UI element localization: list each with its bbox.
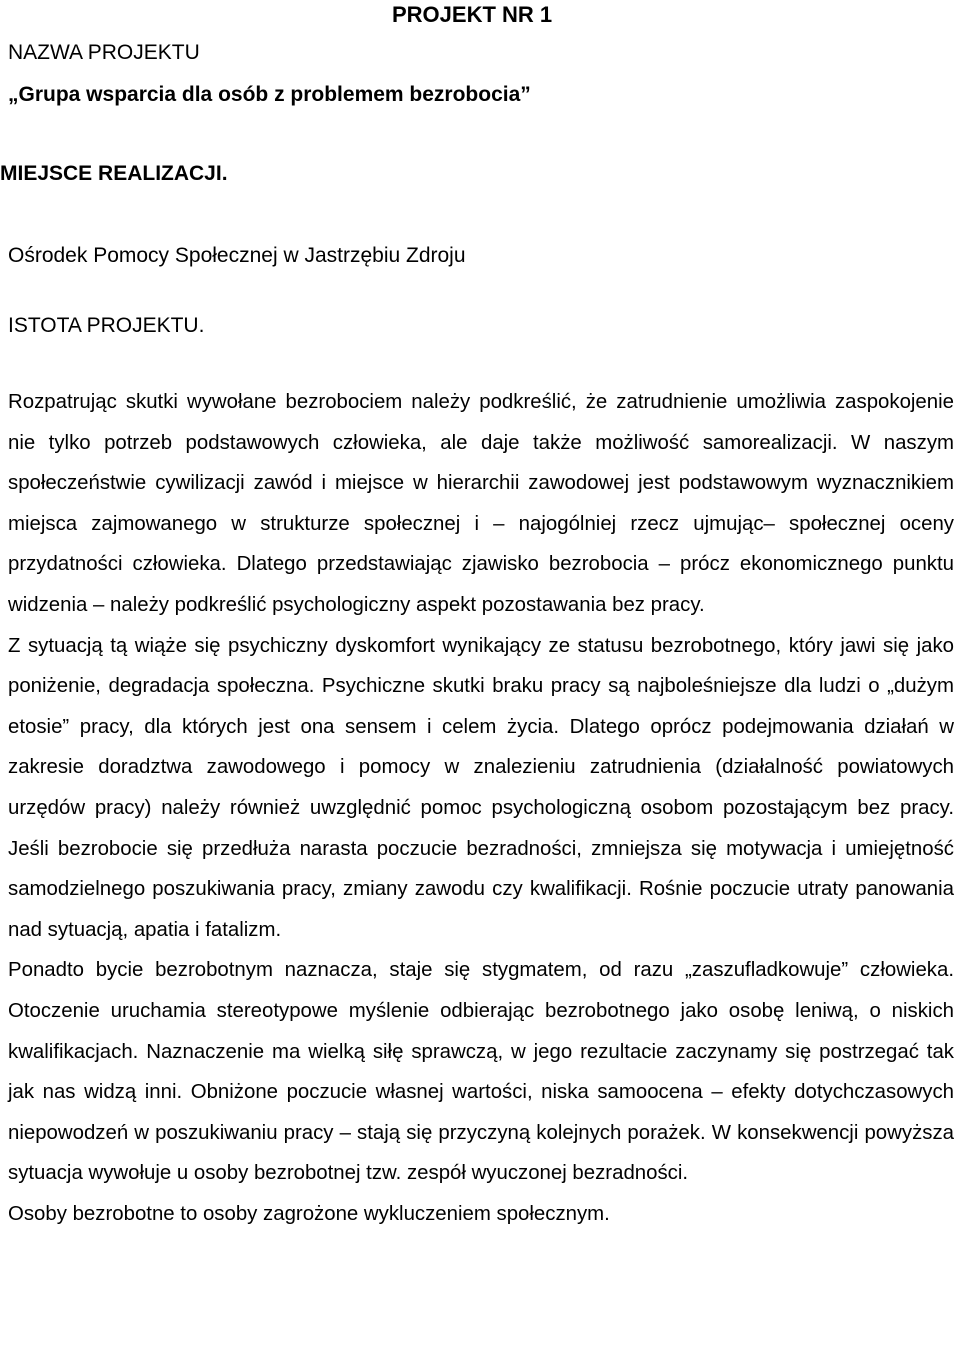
project-name: „Grupa wsparcia dla osób z problemem bezrobocia” <box>8 83 531 106</box>
paragraph-3: Ponadto bycie bezrobotnym naznacza, staje się stygmatem, od razu „zaszufladkowuje” człowieka. Otoczenie uruchamia stereotypowe myślenie odbierając bezrobotnego jako osobę leniwą, o niskich kwalifikacjach. Naznaczenie ma wielką siłę sprawczą, w jego rezultacie zaczynamy się postrzegać tak jak nas widzą inni. Obniżone poczucie własnej wartości, niska samoocena – efekty dotychczasowych niepowodzeń w poszukiwaniu pracy – stają się przyczyną kolejnych porażek. W konsekwencji powyższa sytuacja wywołuje u osoby bezrobotnej tzw. zespół wyuczonej bezradności. <box>8 959 954 1185</box>
paragraph-4: Osoby bezrobotne to osoby zagrożone wykluczeniem społecznym. <box>8 1202 610 1225</box>
place-label: MIEJSCE REALIZACJI. <box>0 162 228 185</box>
project-name-label: NAZWA PROJEKTU <box>8 41 200 64</box>
paragraph-2: Z sytuacją tą wiąże się psychiczny dyskomfort wynikający ze statusu bezrobotnego, który jawi się jako poniżenie, degradacja społeczna. Psychiczne skutki braku pracy są najboleśniejsze dla ludzi o „dużym etosie” pracy, dla których jest ona sensem i celem życia. Dlatego oprócz podejmowania działań w zakresie doradztwa zawodowego i pomocy w znalezieniu zatrudnienia (działalność powiatowych urzędów pracy) należy również uwzględnić pomoc psychologiczną osobom pozostającym bez pracy. Jeśli bezrobocie się przedłuża narasta poczucie bezradności, zmniejsza się motywacja i umiejętność samodzielnego poszukiwania pracy, zmiany zawodu czy kwalifikacji. Rośnie poczucie utraty panowania nad sytuacją, apatia i fatalizm. <box>8 634 954 941</box>
body-text <box>8 382 954 1234</box>
paragraph-1: Rozpatrując skutki wywołane bezrobociem należy podkreślić, że zatrudnienie umożliwia zaspokojenie nie tylko potrzeb podstawowych człowieka, ale daje także możliwość samorealizacji. W naszym społeczeństwie cywilizacji zawód i miejsce w hierarchii zawodowej jest podstawowym wyznacznikiem miejsca zajmowanego w strukturze społecznej i – najogólniej rzecz ujmując– społecznej oceny przydatności człowieka. Dlatego przedstawiając zjawisko bezrobocia – prócz ekonomicznego punktu widzenia – należy podkreślić psychologiczny aspekt pozostawania bez pracy. <box>8 391 954 616</box>
document-title: PROJEKT NR 1 <box>392 2 553 27</box>
place-value: Ośrodek Pomocy Społecznej w Jastrzębiu Zdroju <box>8 244 466 267</box>
essence-label: ISTOTA PROJEKTU. <box>8 314 205 337</box>
